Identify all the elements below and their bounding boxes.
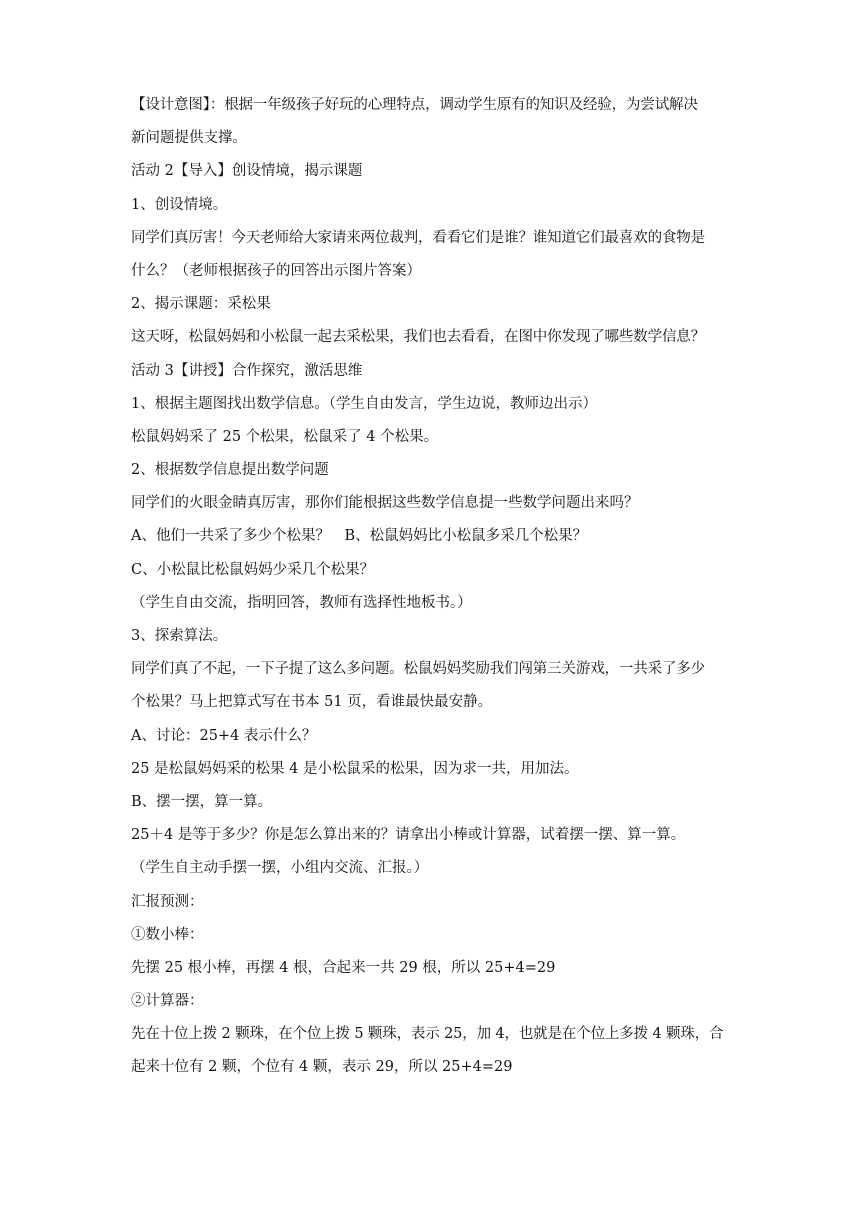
section-heading: 活动 3【讲授】合作探究，激活思维 — [131, 362, 363, 379]
text-line: ②计算器： — [131, 993, 204, 1010]
text-line: 汇报预测： — [131, 893, 204, 910]
text-line: （学生自由交流，指明回答，教师有选择性地板书。） — [131, 594, 472, 611]
text-line: 2、揭示课题：采松果 — [131, 296, 271, 313]
text-line: A、讨论：25+4 表示什么？ — [131, 727, 317, 744]
text-line: 新问题提供支撑。 — [131, 130, 247, 147]
text-line: C、小松鼠比松鼠妈妈少采几个松果？ — [131, 561, 375, 578]
text-line: 3、探索算法。 — [131, 628, 228, 644]
text-line: 个松果？马上把算式写在书本 51 页，看谁最快最安静。 — [131, 694, 493, 711]
text-line: 1、根据主题图找出数学信息。（学生自由发言，学生边说，教师边出示） — [131, 395, 597, 412]
text-line: 1、创设情境。 — [131, 196, 228, 213]
text-line: B、摆一摆，算一算。 — [131, 793, 273, 810]
document-body — [131, 89, 735, 1085]
text-line: 2、根据数学信息提出数学问题 — [131, 462, 329, 479]
text-line: 这天呀，松鼠妈妈和小松鼠一起去采松果，我们也去看看，在图中你发现了哪些数学信息？ — [131, 329, 705, 346]
text-line: （学生自主动手摆一摆，小组内交流、汇报。） — [131, 860, 429, 877]
text-line: 先摆 25 根小棒，再摆 4 根，合起来一共 29 根，所以 25+4=29 — [131, 959, 556, 976]
text-line: ①数小棒： — [131, 926, 204, 943]
text-line: 【设计意图】：根据一年级孩子好玩的心理特点，调动学生原有的知识及经验，为尝试解决 — [131, 97, 698, 113]
text-line: 起来十位有 2 颗，个位有 4 颗，表示 29，所以 25+4=29 — [131, 1059, 513, 1076]
text-line: A、他们一共采了多少个松果？ B、松鼠妈妈比小松鼠多采几个松果？ — [131, 528, 588, 545]
text-line: 同学们的火眼金睛真厉害，那你们能根据这些数学信息提一些数学问题出来吗？ — [131, 495, 639, 512]
text-line: 25 是松鼠妈妈采的松果 4 是小松鼠采的松果，因为求一共，用加法。 — [131, 760, 579, 777]
text-line: 同学们真了不起，一下子提了这么多问题。松鼠妈妈奖励我们闯第三关游戏，一共采了多少 — [131, 661, 705, 678]
text-line: 松鼠妈妈采了 25 个松果，松鼠采了 4 个松果。 — [131, 428, 439, 445]
text-line: 同学们真厉害！今天老师给大家请来两位裁判，看看它们是谁？谁知道它们最喜欢的食物是 — [131, 229, 705, 246]
text-line: 25＋4 是等于多少？你是怎么算出来的？请拿出小棒或计算器，试着摆一摆、算一算。 — [131, 827, 686, 844]
section-heading: 活动 2【导入】创设情境，揭示课题 — [131, 163, 363, 180]
text-line: 先在十位上拨 2 颗珠，在个位上拨 5 颗珠，表示 25，加 4，也就是在个位上多拨 4 颗珠，合 — [131, 1026, 724, 1043]
text-line: 什么？（老师根据孩子的回答出示图片答案） — [131, 262, 421, 279]
